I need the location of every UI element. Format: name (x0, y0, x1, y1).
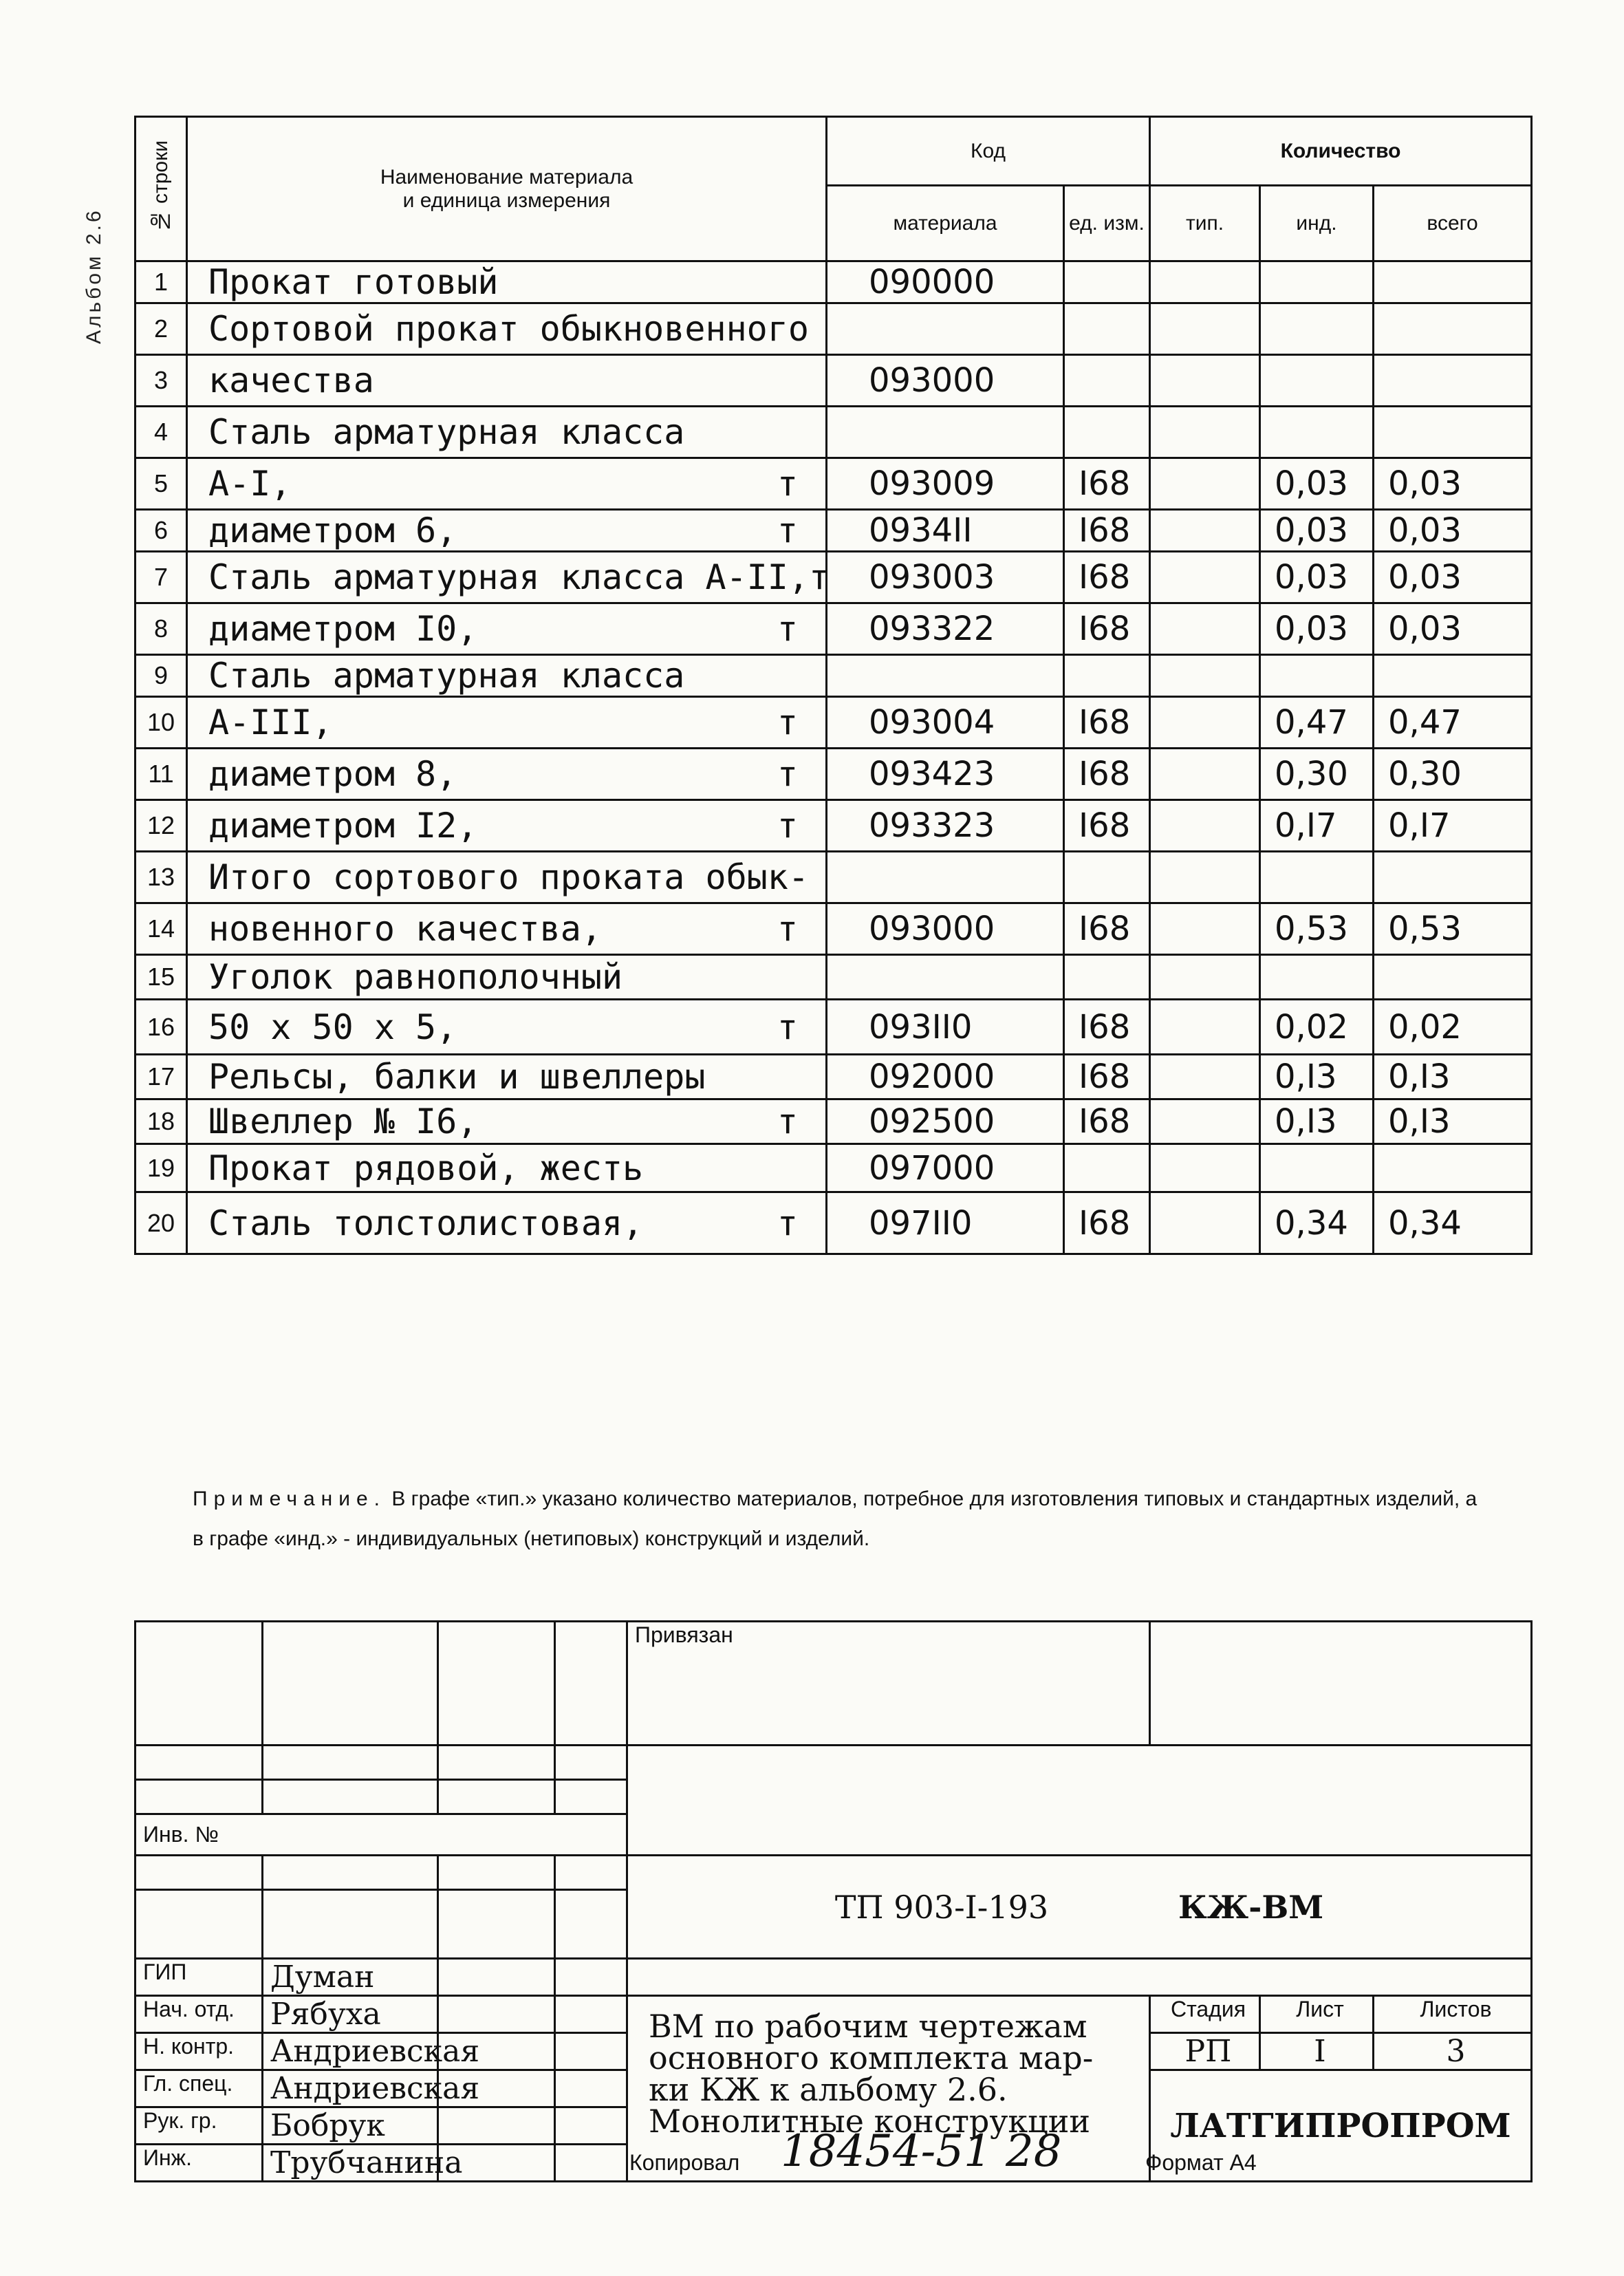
signature-cell (438, 1996, 555, 2033)
row-number: 14 (136, 903, 187, 955)
material-name-text: А-III, (208, 702, 333, 742)
material-code: 093II0 (827, 1000, 1064, 1055)
unit-code: I68 (1064, 603, 1150, 655)
doc-mark: КЖ-ВМ (1178, 1888, 1324, 1926)
header-code-unit: ед. изм. (1064, 186, 1150, 261)
row-number: 6 (136, 510, 187, 552)
qty-total: 0,02 (1374, 1000, 1532, 1055)
qty-total: 0,53 (1374, 903, 1532, 955)
qty-typ (1150, 697, 1260, 749)
note (193, 1479, 1486, 1559)
document-title: ВМ по рабочим чертежам основного комплекта мар- ки КЖ к альбому 2.6. Монолитные конструкции (627, 1996, 1150, 2182)
qty-typ (1150, 303, 1260, 355)
material-code: 093003 (827, 552, 1064, 603)
unit-code (1064, 1144, 1150, 1192)
unit-code: I68 (1064, 552, 1150, 603)
qty-ind (1260, 852, 1374, 903)
material-name (187, 1000, 827, 1055)
table-row (136, 1099, 1532, 1144)
qty-ind (1260, 407, 1374, 458)
table-row (136, 1144, 1532, 1192)
unit-code (1064, 303, 1150, 355)
material-name-text: Уголок равнополочный (208, 957, 623, 997)
material-name-text: Сталь арматурная класса А-II,т (208, 557, 830, 597)
person-name: Трубчанина (263, 2145, 438, 2182)
role-label: Инж. (136, 2145, 263, 2182)
header-quantity: Количество (1150, 117, 1532, 186)
header-q-typ: тип. (1150, 186, 1260, 261)
unit-code: I68 (1064, 458, 1150, 510)
unit-label: т (777, 1102, 798, 1141)
organization: ЛАТГИПРОПРОМ (1150, 2070, 1532, 2182)
date-cell (555, 2145, 627, 2182)
row-number: 2 (136, 303, 187, 355)
row-number: 11 (136, 749, 187, 800)
qty-typ (1150, 603, 1260, 655)
qty-total (1374, 303, 1532, 355)
date-cell (555, 2033, 627, 2070)
qty-typ (1150, 510, 1260, 552)
row-number: 13 (136, 852, 187, 903)
material-name (187, 852, 827, 903)
qty-total: 0,47 (1374, 697, 1532, 749)
person-name: Бобрук (263, 2107, 438, 2145)
date-cell (555, 1996, 627, 2033)
table-row (136, 261, 1532, 303)
unit-code: I68 (1064, 697, 1150, 749)
qty-total: 0,30 (1374, 749, 1532, 800)
qty-typ (1150, 749, 1260, 800)
inv-no-label: Инв. № (136, 1814, 627, 1856)
unit-label: т (777, 754, 798, 794)
material-name-text: 50 х 50 х 5, (208, 1007, 457, 1047)
qty-total (1374, 655, 1532, 697)
material-name-text: Швеллер № I6, (208, 1102, 478, 1141)
material-code: 093009 (827, 458, 1064, 510)
qty-typ (1150, 655, 1260, 697)
unit-code: I68 (1064, 903, 1150, 955)
material-code: 093322 (827, 603, 1064, 655)
qty-ind (1260, 261, 1374, 303)
table-row (136, 800, 1532, 852)
qty-ind: 0,I7 (1260, 800, 1374, 852)
copied-label: Копировал (629, 2150, 740, 2175)
qty-typ (1150, 1144, 1260, 1192)
table-row (136, 552, 1532, 603)
table-row (136, 458, 1532, 510)
qty-ind (1260, 1144, 1374, 1192)
qty-total (1374, 1144, 1532, 1192)
qty-typ (1150, 355, 1260, 407)
qty-total (1374, 955, 1532, 1000)
row-number: 9 (136, 655, 187, 697)
qty-total: 0,03 (1374, 510, 1532, 552)
role-label: Нач. отд. (136, 1996, 263, 2033)
table-row (136, 955, 1532, 1000)
unit-code (1064, 261, 1150, 303)
table-row (136, 1000, 1532, 1055)
material-code (827, 852, 1064, 903)
material-name (187, 1144, 827, 1192)
unit-code: I68 (1064, 800, 1150, 852)
unit-label: т (777, 1203, 798, 1243)
material-name (187, 458, 827, 510)
materials-table (134, 116, 1533, 1255)
material-name (187, 1099, 827, 1144)
material-code: 093323 (827, 800, 1064, 852)
qty-total: 0,03 (1374, 603, 1532, 655)
row-number: 8 (136, 603, 187, 655)
material-name-text: Сталь арматурная класса (208, 656, 685, 696)
qty-typ (1150, 261, 1260, 303)
qty-total (1374, 261, 1532, 303)
material-name-text: Рельсы, балки и швеллеры (208, 1057, 706, 1097)
material-name (187, 552, 830, 603)
qty-ind (1260, 355, 1374, 407)
row-number: 15 (136, 955, 187, 1000)
role-label: Гл. спец. (136, 2070, 263, 2107)
material-name (187, 1192, 827, 1254)
qty-ind: 0,I3 (1260, 1055, 1374, 1099)
qty-ind (1260, 303, 1374, 355)
person-name: Думан (263, 1959, 438, 1996)
qty-total (1374, 407, 1532, 458)
material-name-text: диаметром I2, (208, 806, 478, 846)
material-code (827, 407, 1064, 458)
material-code: 093004 (827, 697, 1064, 749)
material-code: 097II0 (827, 1192, 1064, 1254)
qty-total: 0,I3 (1374, 1099, 1532, 1144)
signature-row (136, 1996, 1532, 2033)
material-code (827, 655, 1064, 697)
material-code: 093000 (827, 903, 1064, 955)
privyazan-label: Привязан (627, 1622, 1150, 1746)
sheets-value: 3 (1374, 2033, 1532, 2070)
material-name-text: Итого сортового проката обык- (208, 857, 809, 897)
material-name (187, 655, 827, 697)
qty-ind: 0,03 (1260, 458, 1374, 510)
material-code (827, 303, 1064, 355)
material-code: 092500 (827, 1099, 1064, 1144)
material-name (187, 697, 827, 749)
row-number: 20 (136, 1192, 187, 1254)
qty-typ (1150, 1099, 1260, 1144)
qty-typ (1150, 407, 1260, 458)
material-name (187, 603, 827, 655)
table-row (136, 510, 1532, 552)
material-name (187, 903, 827, 955)
unit-code (1064, 655, 1150, 697)
row-number: 17 (136, 1055, 187, 1099)
date-cell (555, 2107, 627, 2145)
row-number: 12 (136, 800, 187, 852)
stage-label: Стадия (1150, 1996, 1260, 2033)
person-name: Андриевская (263, 2070, 438, 2107)
material-name (187, 261, 827, 303)
header-q-ind: инд. (1260, 186, 1374, 261)
material-code: 093423 (827, 749, 1064, 800)
unit-label: т (777, 1007, 798, 1047)
qty-ind: 0,03 (1260, 552, 1374, 603)
unit-label: т (777, 511, 798, 550)
material-name (187, 407, 827, 458)
unit-label: т (777, 464, 798, 504)
qty-ind: 0,53 (1260, 903, 1374, 955)
signature-cell (438, 1959, 555, 1996)
qty-ind: 0,02 (1260, 1000, 1374, 1055)
header-code: Код (827, 117, 1150, 186)
unit-label: т (777, 806, 798, 846)
unit-code (1064, 955, 1150, 1000)
row-number: 3 (136, 355, 187, 407)
signature-cell (438, 2107, 555, 2145)
material-name-text: Прокат рядовой, жесть (208, 1148, 644, 1188)
qty-total (1374, 852, 1532, 903)
unit-code: I68 (1064, 1000, 1150, 1055)
handwritten-number: 18454-51 28 (781, 2126, 1062, 2177)
table-row (136, 1055, 1532, 1099)
qty-typ (1150, 800, 1260, 852)
person-name: Рябуха (263, 1996, 438, 2033)
material-name (187, 303, 827, 355)
material-name-text: качества (208, 361, 374, 400)
table-row (136, 303, 1532, 355)
unit-code (1064, 852, 1150, 903)
date-cell (555, 1959, 627, 1996)
unit-label: т (777, 609, 798, 649)
qty-total: 0,03 (1374, 552, 1532, 603)
table-row (136, 903, 1532, 955)
material-name-text: диаметром I0, (208, 609, 478, 649)
material-code: 090000 (827, 261, 1064, 303)
row-number: 19 (136, 1144, 187, 1192)
sheet-value: I (1260, 2033, 1374, 2070)
material-name-text: диаметром 6, (208, 511, 457, 550)
sheet-label: Лист (1260, 1996, 1374, 2033)
row-number: 7 (136, 552, 187, 603)
unit-code (1064, 407, 1150, 458)
unit-label: т (777, 909, 798, 949)
qty-typ (1150, 852, 1260, 903)
qty-ind: 0,47 (1260, 697, 1374, 749)
header-q-total: всего (1374, 186, 1532, 261)
qty-ind (1260, 655, 1374, 697)
qty-ind: 0,34 (1260, 1192, 1374, 1254)
header-row-number: № строки (136, 117, 187, 261)
row-number: 16 (136, 1000, 187, 1055)
table-row (136, 697, 1532, 749)
material-name-text: Сортовой прокат обыкновенного (208, 309, 809, 349)
qty-total (1374, 355, 1532, 407)
format-label: Формат А4 (1145, 2150, 1257, 2175)
role-label: ГИП (136, 1959, 263, 1996)
material-name (187, 1055, 827, 1099)
unit-label: т (777, 702, 798, 742)
material-name-text: новенного качества, (208, 909, 602, 949)
table-row (136, 407, 1532, 458)
table-row (136, 749, 1532, 800)
role-label: Рук. гр. (136, 2107, 263, 2145)
header-name: Наименование материала и единица измерения (187, 117, 827, 261)
person-name: Андриевская (263, 2033, 438, 2070)
material-name (187, 355, 827, 407)
album-side-label: Альбом 2.6 (83, 208, 105, 344)
row-number: 5 (136, 458, 187, 510)
material-name-text: Сталь толстолистовая, (208, 1203, 644, 1243)
qty-typ (1150, 1000, 1260, 1055)
material-code (827, 955, 1064, 1000)
material-code: 0934II (827, 510, 1064, 552)
material-name-text: Сталь арматурная класса (208, 412, 685, 452)
material-name (187, 800, 827, 852)
qty-typ (1150, 1055, 1260, 1099)
unit-code: I68 (1064, 1099, 1150, 1144)
qty-total: 0,I3 (1374, 1055, 1532, 1099)
material-code: 093000 (827, 355, 1064, 407)
unit-code: I68 (1064, 749, 1150, 800)
material-name (187, 749, 827, 800)
date-cell (555, 2070, 627, 2107)
qty-typ (1150, 458, 1260, 510)
qty-total: 0,03 (1374, 458, 1532, 510)
signature-row (136, 1959, 1532, 1996)
material-name-text: диаметром 8, (208, 754, 457, 794)
title-block (134, 1620, 1533, 2182)
qty-ind: 0,03 (1260, 603, 1374, 655)
material-name-text: А-I, (208, 464, 292, 504)
unit-code: I68 (1064, 1192, 1150, 1254)
doc-code: ТП 903-I-193 (834, 1888, 1049, 1926)
table-row (136, 852, 1532, 903)
material-code: 097000 (827, 1144, 1064, 1192)
table-row (136, 603, 1532, 655)
material-name-text: Прокат готовый (208, 262, 499, 302)
qty-ind: 0,30 (1260, 749, 1374, 800)
unit-code (1064, 355, 1150, 407)
row-number: 1 (136, 261, 187, 303)
material-name (187, 955, 827, 1000)
qty-total: 0,34 (1374, 1192, 1532, 1254)
header-code-material: материала (827, 186, 1064, 261)
material-name (187, 510, 827, 552)
table-row (136, 655, 1532, 697)
table-row (136, 355, 1532, 407)
row-number: 10 (136, 697, 187, 749)
unit-code: I68 (1064, 510, 1150, 552)
table-row (136, 1192, 1532, 1254)
qty-typ (1150, 955, 1260, 1000)
qty-total: 0,I7 (1374, 800, 1532, 852)
qty-typ (1150, 903, 1260, 955)
note-label: Примечание. (193, 1488, 386, 1510)
note-text: В графе «тип.» указано количество материалов, потребное для изготовления типовых и стандартных изделий, а в графе «инд.» - индивидуальных (нетиповых) конструкций и изделий. (193, 1488, 1477, 1550)
sheets-label: Листов (1374, 1996, 1532, 2033)
unit-code: I68 (1064, 1055, 1150, 1099)
qty-typ (1150, 552, 1260, 603)
qty-ind: 0,I3 (1260, 1099, 1374, 1144)
row-number: 18 (136, 1099, 187, 1144)
role-label: Н. контр. (136, 2033, 263, 2070)
material-code: 092000 (827, 1055, 1064, 1099)
stage-value: РП (1150, 2033, 1260, 2070)
qty-ind: 0,03 (1260, 510, 1374, 552)
qty-ind (1260, 955, 1374, 1000)
row-number: 4 (136, 407, 187, 458)
qty-typ (1150, 1192, 1260, 1254)
